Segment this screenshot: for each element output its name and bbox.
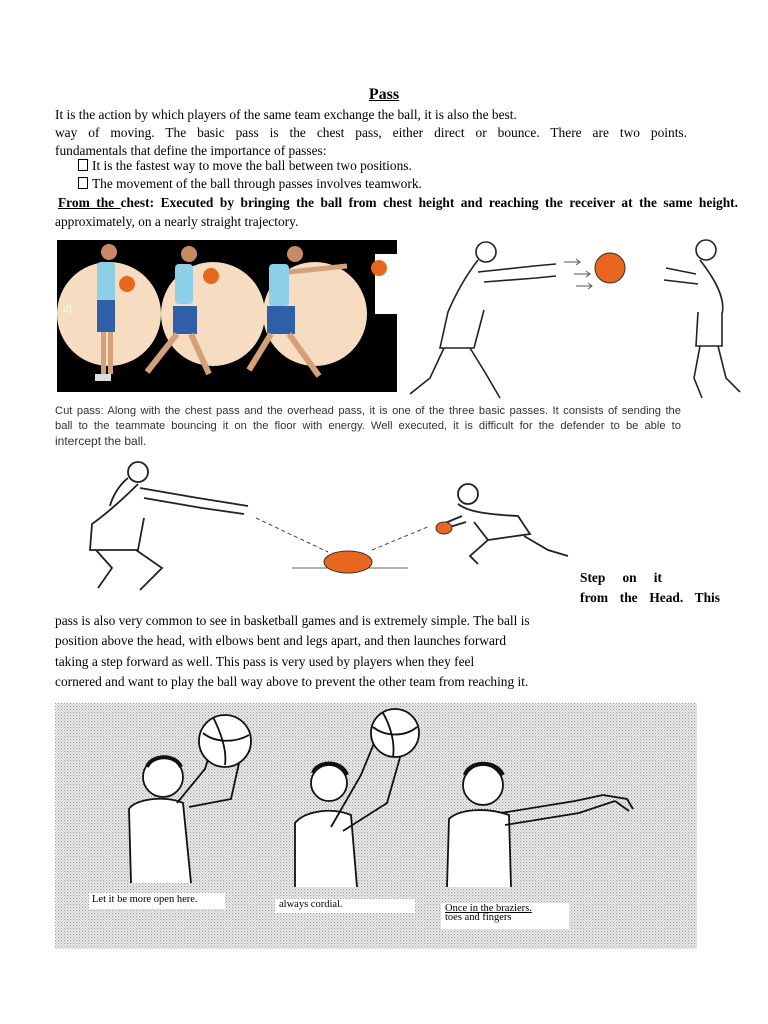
caption-3: Once in the braziers. [445,903,532,914]
intro-line-3: fundamentals that define the importance of passes: [55,143,327,158]
caption-1: Let it be more open here. [92,894,198,905]
bounce-receiver-figure [436,484,568,564]
bullet-text: It is the fastest way to move the ball between two positions. [92,158,412,173]
chest-line-2: approximately, on a nearly straight trajectory. [55,214,299,229]
head-body-line-2: position above the head, with elbows bent and legs apart, and then launches forward [55,633,507,648]
bullet-text: The movement of the ball through passes involves teamwork. [92,176,422,191]
bullet-box-icon [78,177,88,189]
bullet-box-icon [78,159,88,171]
bounce-passer-figure [90,462,248,590]
chest-pass-line-figure [404,238,750,408]
figure-label: d) [63,304,72,315]
intro-line-2: way of moving. The basic pass is the chest pass, either direct or bounce. There are two points. [55,125,687,140]
ball-icon [595,253,625,283]
head-pass-heading-line-2: from the Head. This [580,590,720,605]
receiver-figure [664,240,740,398]
bullet-item [78,158,412,174]
bullet-item [78,176,422,192]
passer-figure [410,242,556,398]
caption-4: toes and fingers [445,912,512,923]
bounce-pass-figure [78,458,578,598]
ball-icon [324,551,372,573]
head-pass-heading-line-1: Step on it [580,570,662,585]
head-body-line-4: cornered and want to play the ball way above to prevent the other team from reaching it. [55,674,529,689]
head-body-line-3: taking a step forward as well. This pass is very used by players when they feel [55,654,475,669]
cut-pass-line-3: intercept the ball. [55,434,147,448]
pass-arrows [564,259,592,289]
caption-2: always cordial. [279,899,343,910]
chest-description: Executed by bringing the ball from chest height and reaching the receiver at the same height. [154,195,738,210]
chest-label-underlined: From the [58,195,121,210]
overhead-pass-figure [55,703,697,949]
chest-pass-color-figure [57,240,397,392]
chest-pass-heading [58,194,738,211]
intro-line-1: It is the action by which players of the same team exchange the ball, it is also the best. [55,107,517,122]
head-body-line-1: pass is also very common to see in basketball games and is extremely simple. The ball is [55,613,530,628]
page-title: Pass [368,86,400,103]
chest-label-rest: chest: [120,195,155,210]
cut-pass-line-1: Cut pass: Along with the chest pass and the overhead pass, it is one of the three basic passes. It consists of sending the [55,405,681,417]
cut-pass-line-2: ball to the teammate bouncing it on the floor with energy. Well executed, it is difficult for the defender to be able to [55,420,681,432]
